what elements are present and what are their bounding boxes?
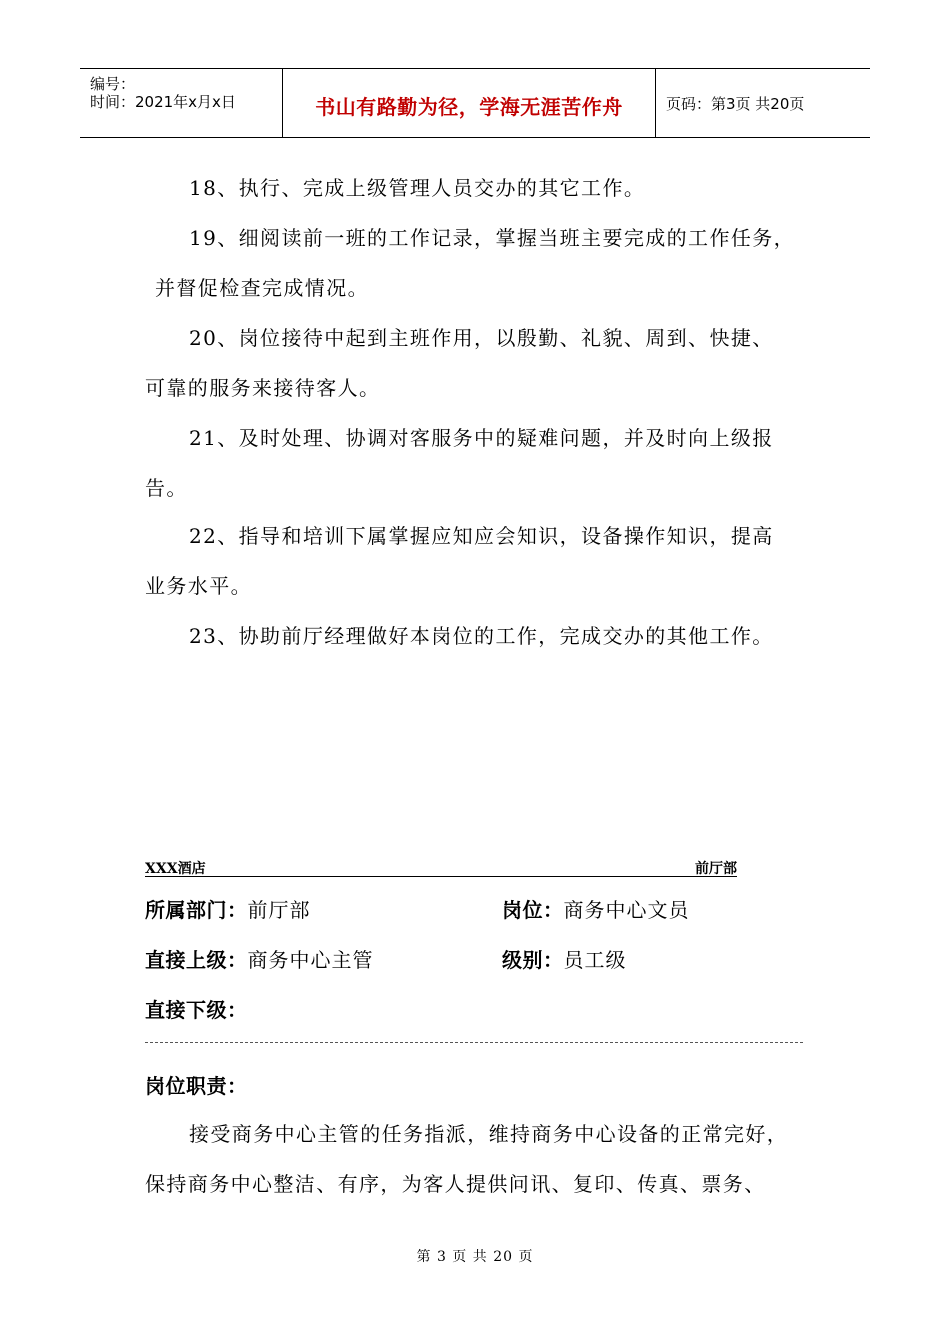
duties-label: 岗位职责： xyxy=(145,1074,248,1098)
number-label: 编号： xyxy=(90,75,136,93)
subordinate-label: 直接下级： xyxy=(145,998,248,1022)
item-20-line1: 20、岗位接待中起到主班作用，以殷勤、礼貌、周到、快捷、 xyxy=(189,326,774,350)
item-19-line2: 并督促检查完成情况。 xyxy=(155,276,369,300)
superior-label: 直接上级： xyxy=(145,948,248,972)
department-label: 所属部门： xyxy=(145,898,248,922)
duties-line1: 接受商务中心主管的任务指派，维持商务中心设备的正常完好， xyxy=(189,1122,789,1146)
item-21-line1: 21、及时处理、协调对客服务中的疑难问题，并及时向上级报 xyxy=(189,426,774,450)
department-header: 前厅部 xyxy=(695,861,737,877)
item-23-line1: 23、协助前厅经理做好本岗位的工作，完成交办的其他工作。 xyxy=(189,624,774,648)
motto-text: 书山有路勤为径，学海无涯苦作舟 xyxy=(315,95,623,119)
item-19-line1: 19、细阅读前一班的工作记录，掌握当班主要完成的工作任务， xyxy=(189,226,796,250)
page-footer: 第 3 页 共 20 页 xyxy=(416,1249,534,1265)
item-22-line1: 22、指导和培训下属掌握应知应会知识，设备操作知识，提高 xyxy=(189,524,774,548)
department-value: 前厅部 xyxy=(247,898,311,922)
subordinate-field xyxy=(145,994,248,1023)
time-label: 时间：2021年x月x日 xyxy=(90,93,236,111)
position-label: 岗位： xyxy=(502,898,564,922)
hotel-name: XXX酒店 xyxy=(145,861,206,877)
superior-value: 商务中心主管 xyxy=(247,948,374,972)
item-18-line1: 18、执行、完成上级管理人员交办的其它工作。 xyxy=(189,176,646,200)
page-label: 页码：第3页 共20页 xyxy=(666,95,805,113)
department-field xyxy=(145,894,311,923)
level-value: 员工级 xyxy=(563,948,627,972)
header-table xyxy=(80,68,870,138)
section-header xyxy=(145,858,737,877)
level-field xyxy=(502,944,627,973)
superior-field xyxy=(145,944,374,973)
dashed-divider xyxy=(145,1042,803,1043)
item-22-line2: 业务水平。 xyxy=(145,574,252,598)
header-info-cell xyxy=(80,69,282,137)
item-20-line2: 可靠的服务来接待客人。 xyxy=(145,376,381,400)
position-field xyxy=(502,894,690,923)
duties-heading xyxy=(145,1070,248,1099)
position-value: 商务中心文员 xyxy=(563,898,690,922)
header-page-cell xyxy=(656,69,870,137)
header-motto-cell xyxy=(282,69,656,137)
duties-line2: 保持商务中心整洁、有序，为客人提供问讯、复印、传真、票务、 xyxy=(145,1172,766,1196)
level-label: 级别： xyxy=(502,948,564,972)
item-21-line2: 告。 xyxy=(145,476,188,500)
